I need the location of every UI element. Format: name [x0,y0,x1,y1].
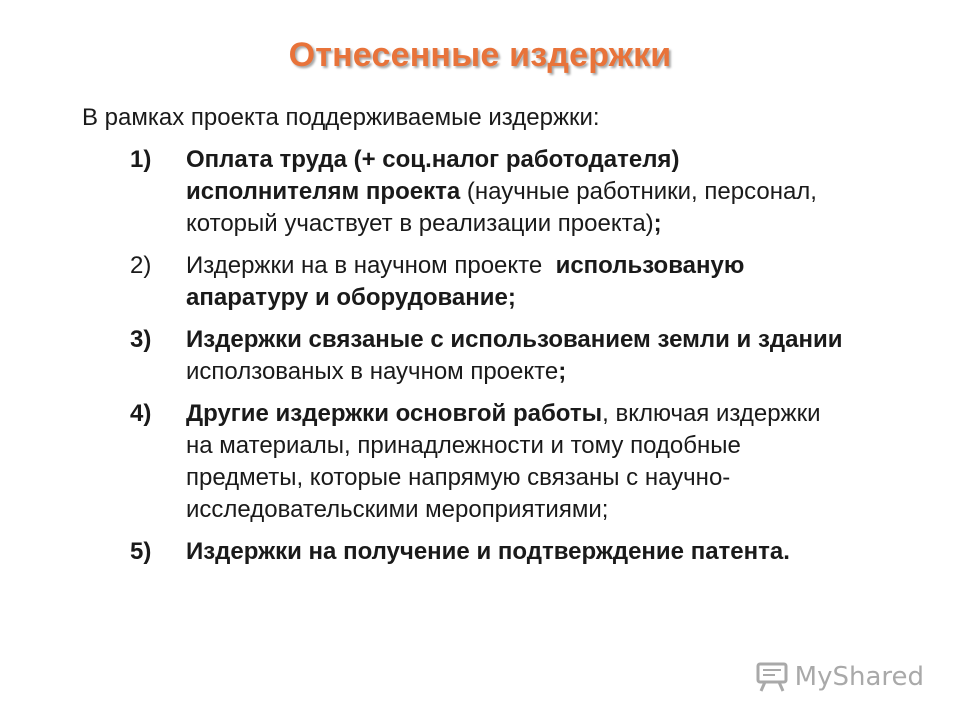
list-number: 4) [130,400,152,427]
list-item-4 [130,398,850,526]
list-number: 2) [130,252,152,279]
presentation-board-icon [755,662,789,692]
list-item-5 [130,536,850,568]
item-text-bold: ; [653,210,662,237]
list-number: 5) [130,538,152,565]
intro-text: В рамках проекта поддерживаемые издержки: [82,104,600,131]
item-text: , включая издержки на материалы, принадлежности и тому подобные предметы, которые напрямую связаны с научно-исследовательскими мероприятиями; [186,400,821,523]
item-text-bold: ; [558,358,567,385]
cost-list [130,144,850,578]
item-text-bold: Оплата труда (+ соц.налог работодателя) исполнителям проекта [186,146,680,205]
watermark [755,662,924,692]
slide-title: Отнесенные издержки [288,36,672,74]
item-text: Издержки на в научном проекте [186,252,556,279]
list-item-3 [130,324,850,388]
watermark-text: MyShared [794,662,924,692]
item-text: исползованых в научном проекте [186,358,559,385]
list-number: 1) [130,146,152,173]
list-number: 3) [130,326,152,353]
item-text-bold: использованую апаратуру и оборудование; [186,252,745,311]
item-text: (научные работники, персонал, который участвует в реализации проекта) [186,178,817,237]
list-item-1 [130,144,850,240]
item-text-bold: Издержки связаные с использованием земли и здании [186,326,843,353]
list-item-2 [130,250,850,314]
item-text-bold: Издержки на получение и подтверждение патента. [186,538,790,565]
item-text-bold: Другие издержки основгой работы [186,400,603,427]
